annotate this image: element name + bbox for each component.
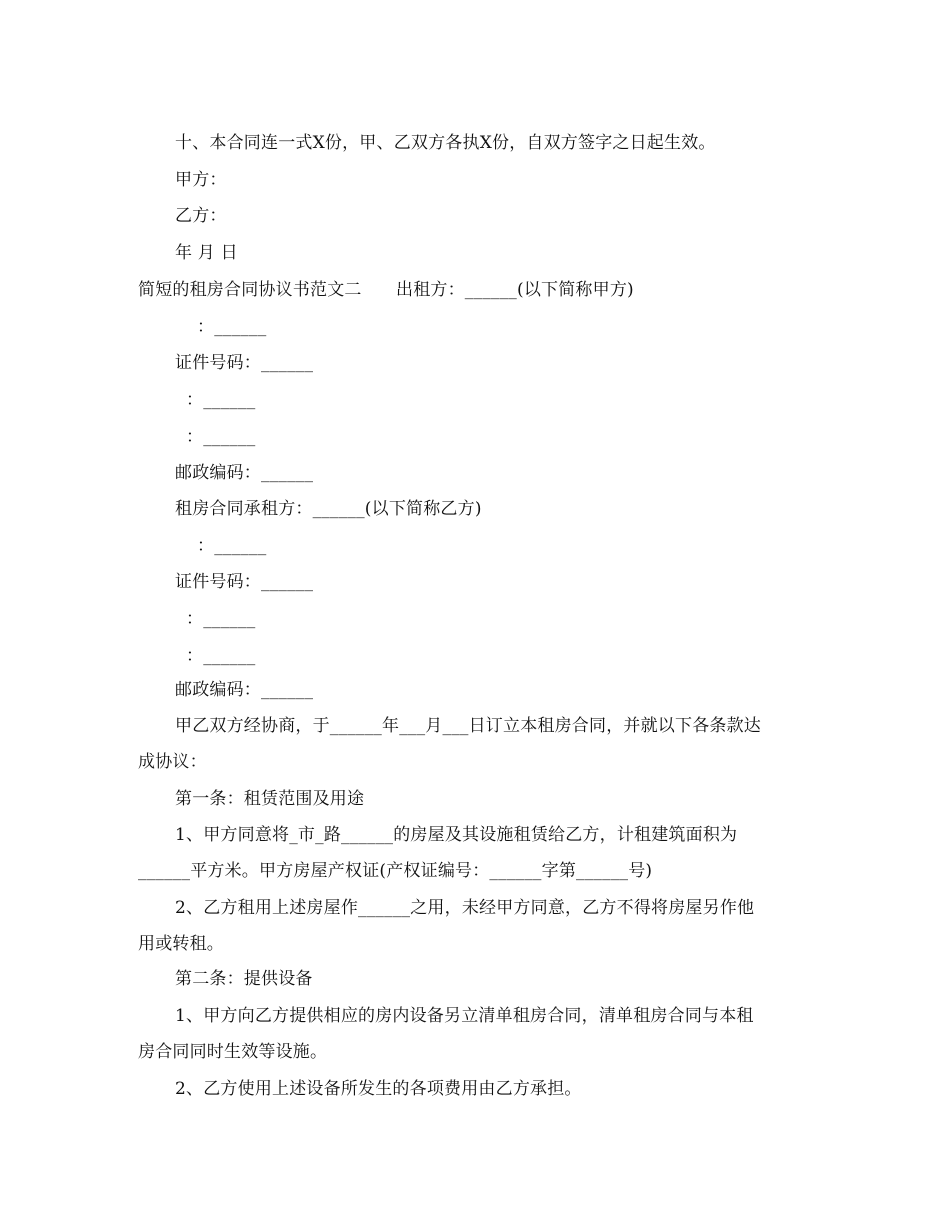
lessor-field-3: ：______ (186, 427, 256, 447)
lessee-field-1: ：______ (197, 536, 267, 556)
party-a-signature-label: 甲方： (175, 170, 227, 190)
article-one-item-2: 2、乙方租用上述房屋作______之用，未经甲方同意，乙方不得将房屋另作他 (175, 898, 755, 918)
lessee-field-2: ：______ (186, 609, 256, 629)
lessee-postal-code: 邮政编码：______ (175, 680, 314, 700)
article-one-item-1-cont: ______平方米。甲方房屋产权证(产权证编号：______字第______号) (138, 861, 653, 881)
article-two-heading: 第二条：提供设备 (175, 969, 313, 989)
article-two-item-2: 2、乙方使用上述设备所发生的各项费用由乙方承担。 (175, 1079, 582, 1099)
lessee-label: 租房合同承租方：______(以下简称乙方) (175, 499, 482, 519)
lessor-id-number: 证件号码：______ (175, 353, 314, 373)
party-b-signature-label: 乙方： (175, 206, 227, 226)
article-two-item-1: 1、甲方向乙方提供相应的房内设备另立清单租房合同，清单租房合同与本租 (175, 1006, 754, 1026)
lessor-postal-code: 邮政编码：______ (175, 463, 314, 483)
lessor-field-1: ：______ (197, 317, 267, 337)
article-two-item-1-cont: 房合同同时生效等设施。 (138, 1042, 328, 1062)
article-one-heading: 第一条：租赁范围及用途 (175, 789, 365, 809)
article-one-item-2-cont: 用或转租。 (138, 934, 224, 954)
lessee-field-3: ：______ (186, 646, 256, 666)
date-line: 年 月 日 (175, 243, 238, 263)
lessee-id-number: 证件号码：______ (175, 572, 314, 592)
sample-two-title-lessor: 简短的租房合同协议书范文二 出租方：______(以下简称甲方) (138, 280, 634, 300)
clause-ten-effectiveness: 十、本合同连一式X份，甲、乙双方各执X份，自双方签字之日起生效。 (175, 133, 716, 153)
article-one-item-1: 1、甲方同意将_市_路______的房屋及其设施租赁给乙方，计租建筑面积为 (175, 825, 738, 845)
agreement-intro-cont: 成协议： (138, 752, 207, 772)
agreement-intro: 甲乙双方经协商，于______年___月___日订立本租房合同，并就以下各条款达 (175, 716, 761, 736)
lessor-field-2: ：______ (186, 390, 256, 410)
